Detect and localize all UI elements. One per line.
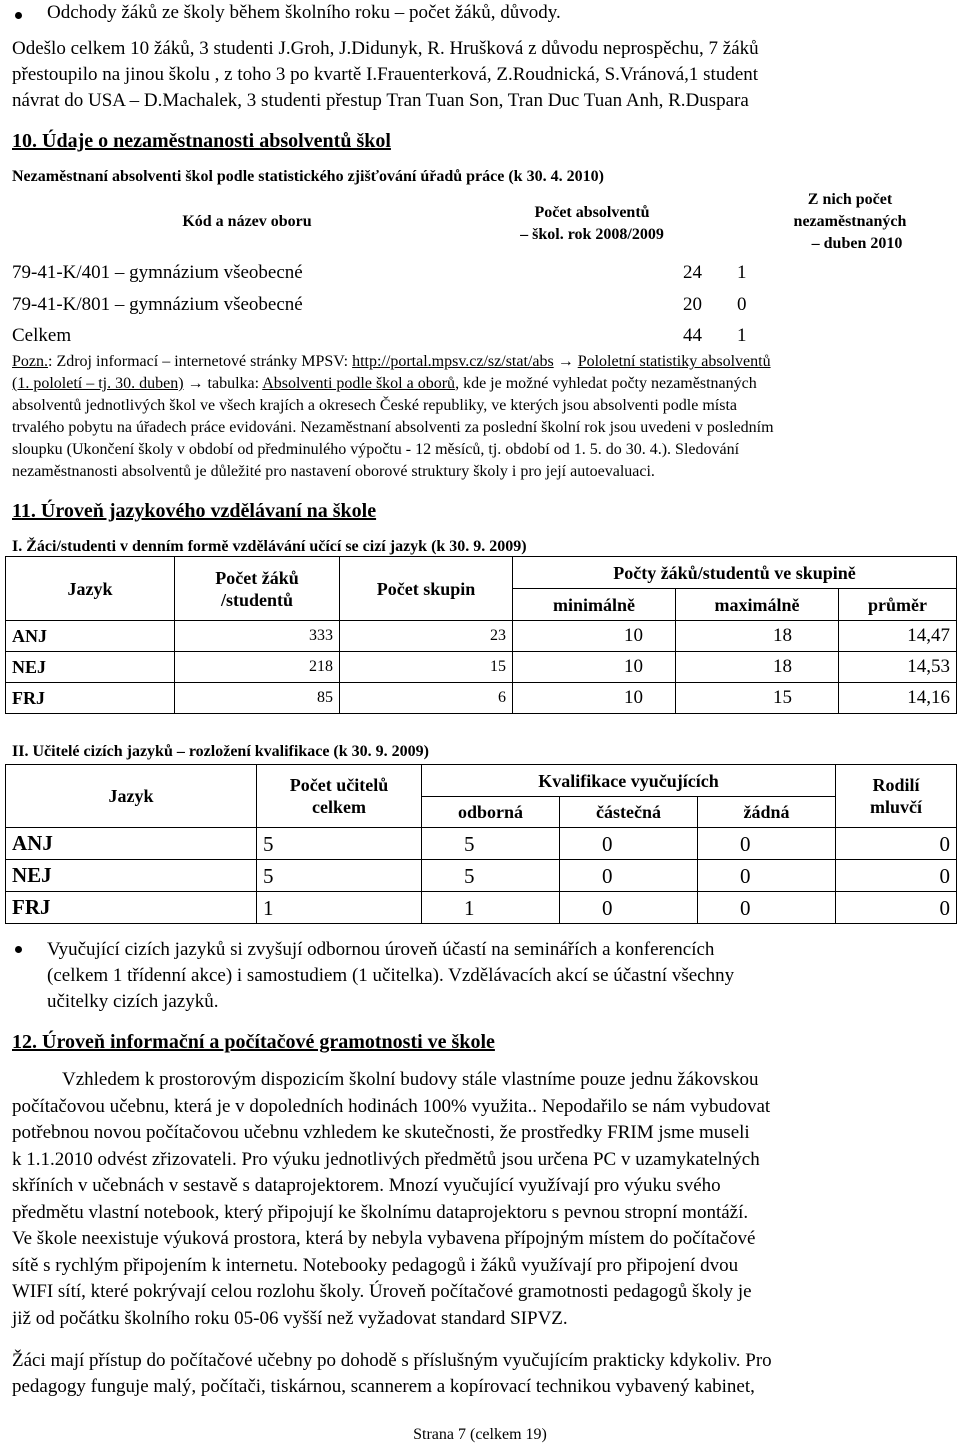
note-path-1: Pololetní statistiky absolventů xyxy=(577,353,771,370)
cell-max: 18 xyxy=(676,652,839,683)
cell-min: 10 xyxy=(513,683,676,714)
bullet-icon xyxy=(15,12,22,19)
cell-max: 18 xyxy=(676,621,839,652)
cell-min: 10 xyxy=(513,621,676,652)
s12-p1-line: Vzhledem k prostorovým dispozicím školní budovy stále vlastníme pouze jednu žákovskou xyxy=(62,1069,759,1090)
t2-header-teachers-1: Počet učitelů xyxy=(289,775,389,795)
section-10-subheading: Nezaměstnaní absolventi škol podle statistického zjišťování úřadů práce (k 30. 4. 2010) xyxy=(12,168,604,185)
page-number: Strana 7 (celkem 19) xyxy=(413,1426,547,1443)
cell-lang: NEJ xyxy=(6,652,175,683)
s12-p1-line: k 1.1.2010 odvést zřizovateli. Pro výuku jednotlivých předmětů jsou určena PC v uzamykatelných xyxy=(12,1149,760,1170)
note-line-2 xyxy=(12,373,952,395)
cell-none: 0 xyxy=(698,860,836,892)
cell-prof: 1 xyxy=(422,892,560,924)
row-name: 79-41-K/401 – gymnázium všeobecné xyxy=(12,262,303,283)
row-graduates: 44 xyxy=(683,325,702,346)
bullet-icon xyxy=(15,946,22,953)
note-line-6: nezaměstnanosti absolventů je důležité pro nastavení oborové struktury školy i pro její autoevaluaci. xyxy=(12,463,655,480)
cell-lang: NEJ xyxy=(6,860,257,892)
col-unemployed-header-3: – duben 2010 xyxy=(811,235,903,252)
s12-p1-line: WIFI sítí, které pokrývají celou rozlohu školy. Úroveň počítačové gramotnosti pedagogů školy je xyxy=(12,1281,752,1302)
s12-p1-line: Ve škole neexistuje výuková prostora, která by nebyla vybavena přípojným místem do počítačové xyxy=(12,1228,756,1249)
cell-total: 1 xyxy=(257,892,422,924)
t2-header-lang: Jazyk xyxy=(6,765,257,828)
cell-partial: 0 xyxy=(560,860,698,892)
section-11-sub-2: II. Učitelé cizích jazyků – rozložení kvalifikace (k 30. 9. 2009) xyxy=(12,743,429,760)
arrow-icon: → xyxy=(187,375,204,392)
intro-line-2: přestoupilo na jinou školu , z toho 3 po kvartě I.Frauenterková, Z.Roudnická, S.Vránová,1 student xyxy=(12,64,759,85)
table-row xyxy=(6,892,957,924)
note-pozn: Pozn. xyxy=(12,353,48,370)
row-unemployed: 1 xyxy=(737,262,747,283)
row-name: 79-41-K/801 – gymnázium všeobecné xyxy=(12,294,303,315)
cell-groups: 15 xyxy=(340,652,513,683)
table-row xyxy=(12,258,752,288)
t2-header-teachers xyxy=(257,765,422,828)
col-unemployed-header-1: Z nich počet xyxy=(807,191,893,208)
section-12-heading: 12. Úroveň informační a počítačové gramotnosti ve škole xyxy=(12,1031,495,1053)
t1-header-pupils-1: Počet žáků xyxy=(215,567,299,588)
t1-header-groups: Počet skupin xyxy=(340,557,513,621)
s11-bullet-line-1: Vyučující cizích jazyků si zvyšují odbornou úroveň účastí na seminářích a konferencích xyxy=(47,939,715,960)
t2-header-prof: odborná xyxy=(422,797,560,828)
section-11-heading: 11. Úroveň jazykového vzdělávaní na škole xyxy=(12,500,377,522)
s11-bullet-line-3: učitelky cizích jazyků. xyxy=(47,991,219,1012)
cell-pupils: 333 xyxy=(175,621,340,652)
language-pupils-table xyxy=(5,556,957,714)
teacher-qualification-table xyxy=(5,764,957,924)
cell-avg: 14,16 xyxy=(839,683,957,714)
note-text-1: : Zdroj informací – internetové stránky MPSV: xyxy=(48,353,353,370)
cell-none: 0 xyxy=(698,828,836,860)
table-row xyxy=(6,652,957,683)
s12-p1-line: počítačovou učebnu, která je v dopoledních hodinách 100% využita.. Nepodařilo se nám vybudovat xyxy=(12,1096,771,1117)
cell-groups: 23 xyxy=(340,621,513,652)
col-unemployed-header-2: nezaměstnaných xyxy=(793,213,907,230)
section-10-heading: 10. Údaje o nezaměstnanosti absolventů škol xyxy=(12,130,391,152)
row-unemployed: 1 xyxy=(737,325,747,346)
cell-pupils: 85 xyxy=(175,683,340,714)
cell-native: 0 xyxy=(836,860,957,892)
row-graduates: 20 xyxy=(683,294,702,315)
cell-min: 10 xyxy=(513,652,676,683)
col-graduates-header-1: Počet absolventů xyxy=(534,204,650,221)
t1-header-max: maximálně xyxy=(676,589,839,621)
note-path-3: Absolventi podle škol a oborů xyxy=(262,375,456,392)
table-row xyxy=(6,683,957,714)
cell-lang: ANJ xyxy=(6,828,257,860)
cell-partial: 0 xyxy=(560,828,698,860)
s12-p2-line: Žáci mají přístup do počítačové učebny po dohodě s příslušným vyučujícím prakticky kdykoliv. Pro xyxy=(12,1350,772,1371)
intro-line-3: návrat do USA – D.Machalek, 3 studenti přestup Tran Tuan Son, Tran Duc Tuan Anh, R.Duspara xyxy=(12,90,749,111)
cell-lang: FRJ xyxy=(6,892,257,924)
note-path-2: (1. pololetí – tj. 30. duben) xyxy=(12,375,184,392)
row-unemployed: 0 xyxy=(737,294,747,315)
intro-bullet-text: Odchody žáků ze školy během školního roku – počet žáků, důvody. xyxy=(47,2,561,23)
note-line-1 xyxy=(12,351,952,373)
s12-p1-line: již od počátku školního roku 05-06 vyšší než vyžadovat standard SIPVZ. xyxy=(12,1308,568,1329)
table-row xyxy=(12,290,752,320)
col-code-header: Kód a název oboru xyxy=(182,213,312,230)
s12-p1-line: sítě s rychlým připojením k internetu. Notebooky pedagogů i žáků využívají pro připojení dvou xyxy=(12,1255,739,1276)
cell-avg: 14,53 xyxy=(839,652,957,683)
note-line-5: sloupku (Ukončení školy v období od předminulého výpočtu - 12 měsíců, tj. období od 1. 5. do 30. 4.). Sledování xyxy=(12,441,740,458)
cell-prof: 5 xyxy=(422,860,560,892)
cell-avg: 14,47 xyxy=(839,621,957,652)
s12-p1-line: předmětu vlastní notebook, který připojují ke školnímu dataprojektoru s pevnou stropní montáží. xyxy=(12,1202,749,1223)
t2-header-teachers-2: celkem xyxy=(312,797,366,817)
s12-p2-line: pedagogy funguje malý, počítači, tiskárnou, scannerem a kopírovací technikou vybavený kabinet, xyxy=(12,1376,755,1397)
table-row xyxy=(6,860,957,892)
intro-line-1: Odešlo celkem 10 žáků, 3 studenti J.Groh, J.Didunyk, R. Hrušková z důvodu neprospěchu, 7 žáků xyxy=(12,38,759,59)
cell-lang: FRJ xyxy=(6,683,175,714)
t2-header-native-2: mluvčí xyxy=(870,797,922,817)
cell-lang: ANJ xyxy=(6,621,175,652)
section-11-sub-1: I. Žáci/studenti v denním formě vzdělávání učící se cizí jazyk (k 30. 9. 2009) xyxy=(12,538,527,555)
table-row xyxy=(6,621,957,652)
cell-groups: 6 xyxy=(340,683,513,714)
cell-max: 15 xyxy=(676,683,839,714)
t2-header-native xyxy=(836,765,957,828)
t1-header-avg: průměr xyxy=(839,589,957,621)
t1-header-pupils-2: /studentů xyxy=(220,589,294,610)
s11-bullet-line-2: (celkem 1 třídenní akce) i samostudiem (1 učitelka). Vzdělávacích akcí se účastní všechny xyxy=(47,965,735,986)
t1-header-per-group: Počty žáků/studentů ve skupině xyxy=(513,557,957,589)
t1-header-pupils xyxy=(175,557,340,621)
row-graduates: 24 xyxy=(683,262,702,283)
note-line-3: absolventů jednotlivých škol ve všech krajích a okresech České republiky, ve kterých jsou absolventi podle místa xyxy=(12,397,737,414)
note-text-2: tabulka: xyxy=(203,375,263,392)
cell-none: 0 xyxy=(698,892,836,924)
t2-header-native-1: Rodilí xyxy=(872,775,920,795)
table-row xyxy=(6,828,957,860)
s12-p1-line: potřebnou novou počítačovou učebnu vzhledem ke skutečnosti, že prostředky FRIM jsme museli xyxy=(12,1122,750,1143)
cell-native: 0 xyxy=(836,892,957,924)
t2-header-qual: Kvalifikace vyučujících xyxy=(422,765,836,797)
t2-header-partial: částečná xyxy=(560,797,698,828)
arrow-icon: → xyxy=(557,353,574,370)
col-graduates-header-2: – škol. rok 2008/2009 xyxy=(520,226,664,243)
unemployment-table xyxy=(12,192,952,347)
cell-prof: 5 xyxy=(422,828,560,860)
cell-native: 0 xyxy=(836,828,957,860)
t1-header-min: minimálně xyxy=(513,589,676,621)
cell-total: 5 xyxy=(257,828,422,860)
mpsv-link[interactable]: http://portal.mpsv.cz/sz/stat/abs xyxy=(352,353,554,370)
note-line-2-rest: , kde je možné vyhledat počty nezaměstnaných xyxy=(455,375,757,392)
cell-pupils: 218 xyxy=(175,652,340,683)
s12-p1-line: skříních v učebnách v sestavě s dataprojektorem. Mnozí vyučující využívají pro výuku svého xyxy=(12,1175,721,1196)
t1-header-lang: Jazyk xyxy=(6,557,175,621)
table-row xyxy=(12,322,752,350)
row-name: Celkem xyxy=(12,325,72,346)
cell-total: 5 xyxy=(257,860,422,892)
cell-partial: 0 xyxy=(560,892,698,924)
note-line-4: trvalého pobytu na úřadech práce evidováni. Nezaměstnaní absolventi za poslední školní rok jsou uvedeni v posledním xyxy=(12,419,774,436)
t2-header-none: žádná xyxy=(698,797,836,828)
